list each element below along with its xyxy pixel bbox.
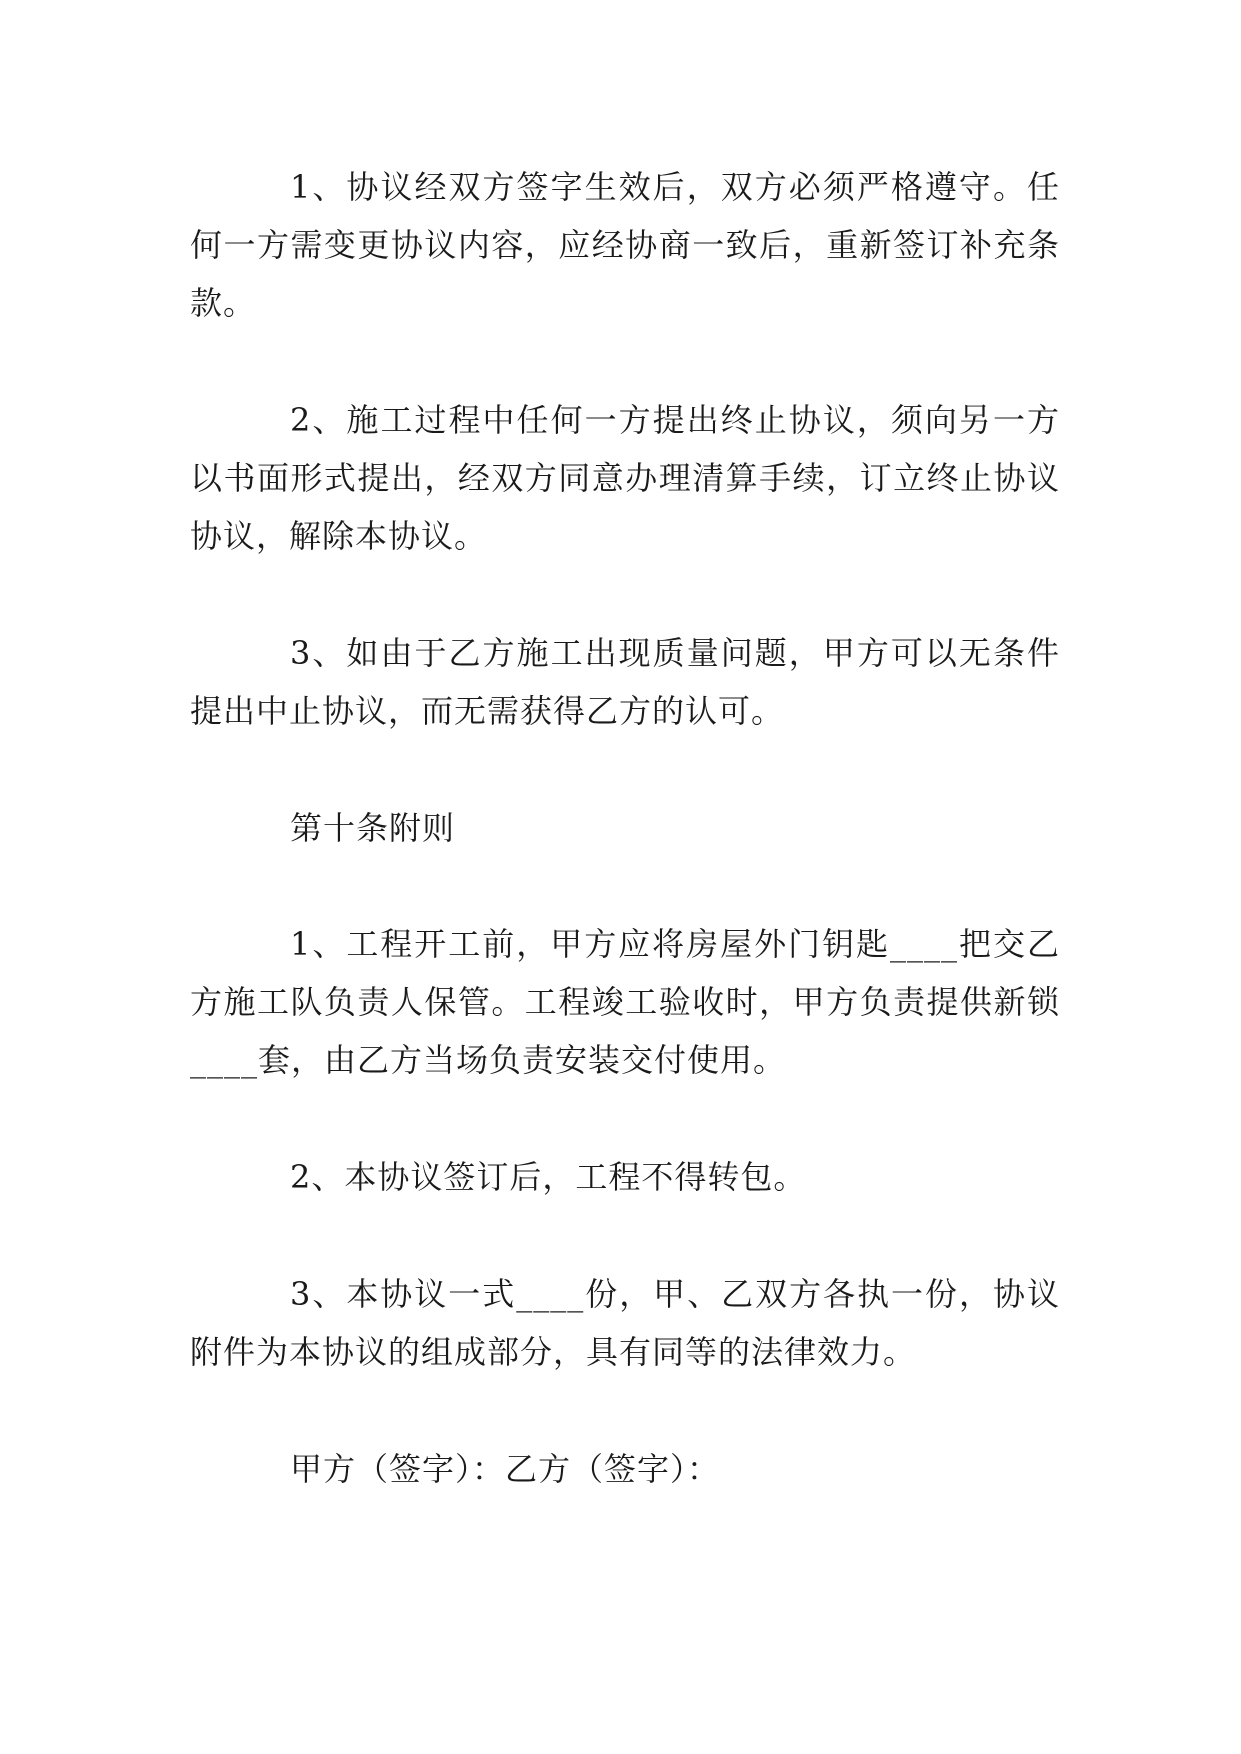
article-10-item-2-subcontract: 2、本协议签订后，工程不得转包。 (290, 1158, 807, 1196)
section-heading-article-10: 第十条附则 (290, 809, 456, 847)
clause-1-amendment: 1、协议经双方签字生效后，双方必须严格遵守。任何一方需变更协议内容，应经协商一致后，重新签订补充条款。 (190, 168, 1060, 322)
signature-line: 甲方（签字）：乙方（签字）： (290, 1450, 721, 1488)
article-10-item-1-keys: 1、工程开工前，甲方应将房屋外门钥匙____把交乙方施工队负责人保管。工程竣工验收时，甲方负责提供新锁____套，由乙方当场负责安装交付使用。 (190, 925, 1060, 1079)
article-10-item-3-copies: 3、本协议一式____份，甲、乙双方各执一份，协议附件为本协议的组成部分，具有同等的法律效力。 (190, 1275, 1060, 1371)
clause-3-quality: 3、如由于乙方施工出现质量问题，甲方可以无条件提出中止协议，而无需获得乙方的认可。 (190, 634, 1060, 730)
clause-2-termination: 2、施工过程中任何一方提出终止协议，须向另一方以书面形式提出，经双方同意办理清算手续，订立终止协议协议，解除本协议。 (190, 401, 1060, 555)
document-body (190, 158, 1060, 1557)
